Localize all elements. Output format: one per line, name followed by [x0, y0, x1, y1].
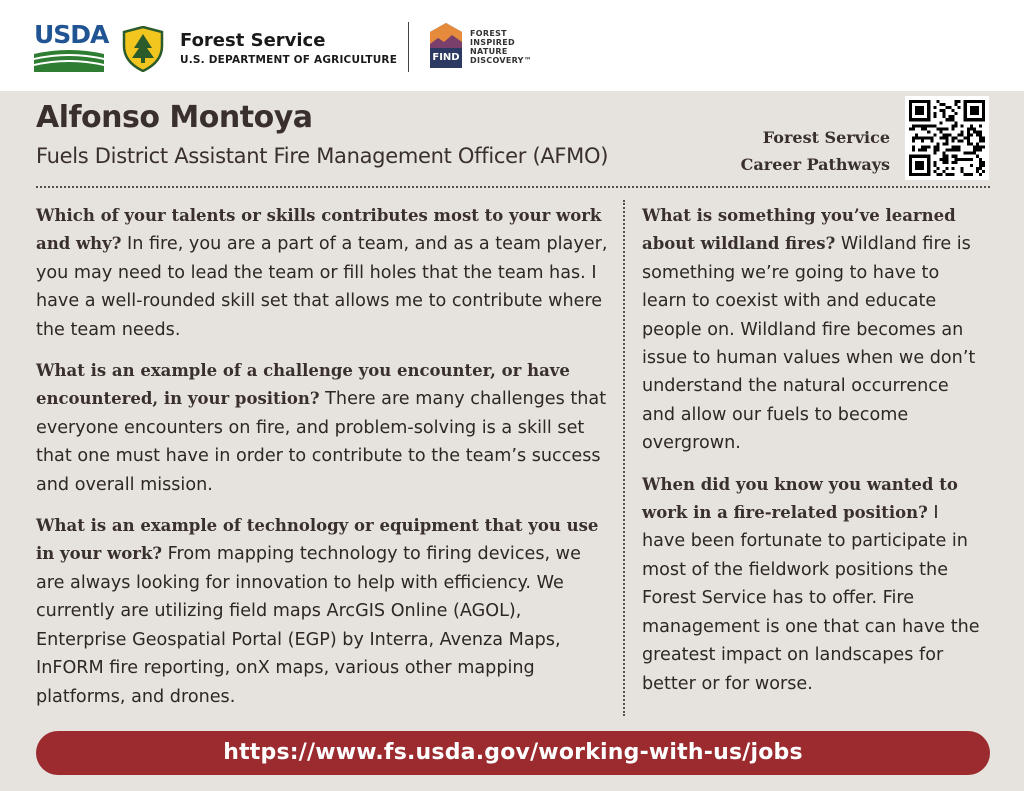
column-dotted-divider [623, 200, 625, 716]
qa-item [642, 202, 987, 458]
question: When did you know you wanted to work in a fire-related position? [642, 474, 958, 523]
usda-hills-icon [34, 48, 104, 72]
question: What is something you’ve learned about wildland fires? [642, 206, 956, 254]
right-column [642, 202, 987, 711]
find-tagline: FOREST INSPIRED NATURE DISCOVERY™ [470, 29, 533, 65]
question: What is an example of technology or equipment that you use in your work? [36, 516, 599, 564]
usda-wordmark: USDA [34, 20, 109, 49]
person-role: Fuels District Assistant Fire Management Officer (AFMO) [36, 144, 609, 168]
answer: There are many challenges that everyone encounters on fire, and problem-solving is a skill set that one must have in order to contribute to the team’s success and overall mission. [36, 389, 607, 495]
qa-item [36, 357, 610, 499]
qa-item [36, 512, 610, 711]
department-name: U.S. DEPARTMENT OF AGRICULTURE [180, 54, 398, 66]
qa-item [642, 471, 987, 698]
qr-code[interactable] [905, 96, 989, 180]
left-column [36, 202, 610, 724]
person-name: Alfonso Montoya [36, 100, 313, 135]
jobs-link-banner[interactable] [36, 731, 990, 775]
find-logo-icon [428, 22, 464, 70]
svg-text:FIND: FIND [432, 52, 460, 63]
question: What is an example of a challenge you encounter, or have encountered, in your position? [36, 361, 570, 409]
qr-code-icon [909, 100, 985, 176]
agency-name: Forest Service [180, 30, 326, 51]
qa-item [36, 202, 610, 344]
answer: In fire, you are a part of a team, and as a team player, you may need to lead the team or fill holes that the team has. I have a well-rounded skill set that allows me to contribute where the team needs. [36, 234, 608, 340]
header-divider [408, 22, 409, 72]
header-dotted-divider [36, 186, 990, 188]
career-pathways-label: Forest Service Career Pathways [740, 128, 890, 174]
answer: From mapping technology to firing devices, we are always looking for innovation to help with efficiency. We currently are utilizing field maps ArcGIS Online (AGOL), Enterprise Geospatial Portal (EGP) by Interra, Avenza Maps, InFORM fire reporting, onX maps, various other mapping platforms, and drones. [36, 544, 581, 707]
usda-logo [34, 20, 109, 74]
answer: Wildland fire is something we’re going to have to learn to coexist with and educate people on. Wildland fire becomes an issue to human values when we don’t understand the natural occurrence and allow our fuels to become overgrown. [642, 234, 976, 454]
jobs-link[interactable]: https://www.fs.usda.gov/working-with-us/jobs [223, 740, 803, 765]
forest-service-shield-icon [122, 26, 164, 72]
question: Which of your talents or skills contributes most to your work and why? [36, 206, 602, 254]
answer: I have been fortunate to participate in most of the fieldwork positions the Forest Service has to offer. Fire management is one that can have the greatest impact on landscapes for better or for worse. [642, 503, 980, 694]
header-bar [0, 0, 1024, 91]
